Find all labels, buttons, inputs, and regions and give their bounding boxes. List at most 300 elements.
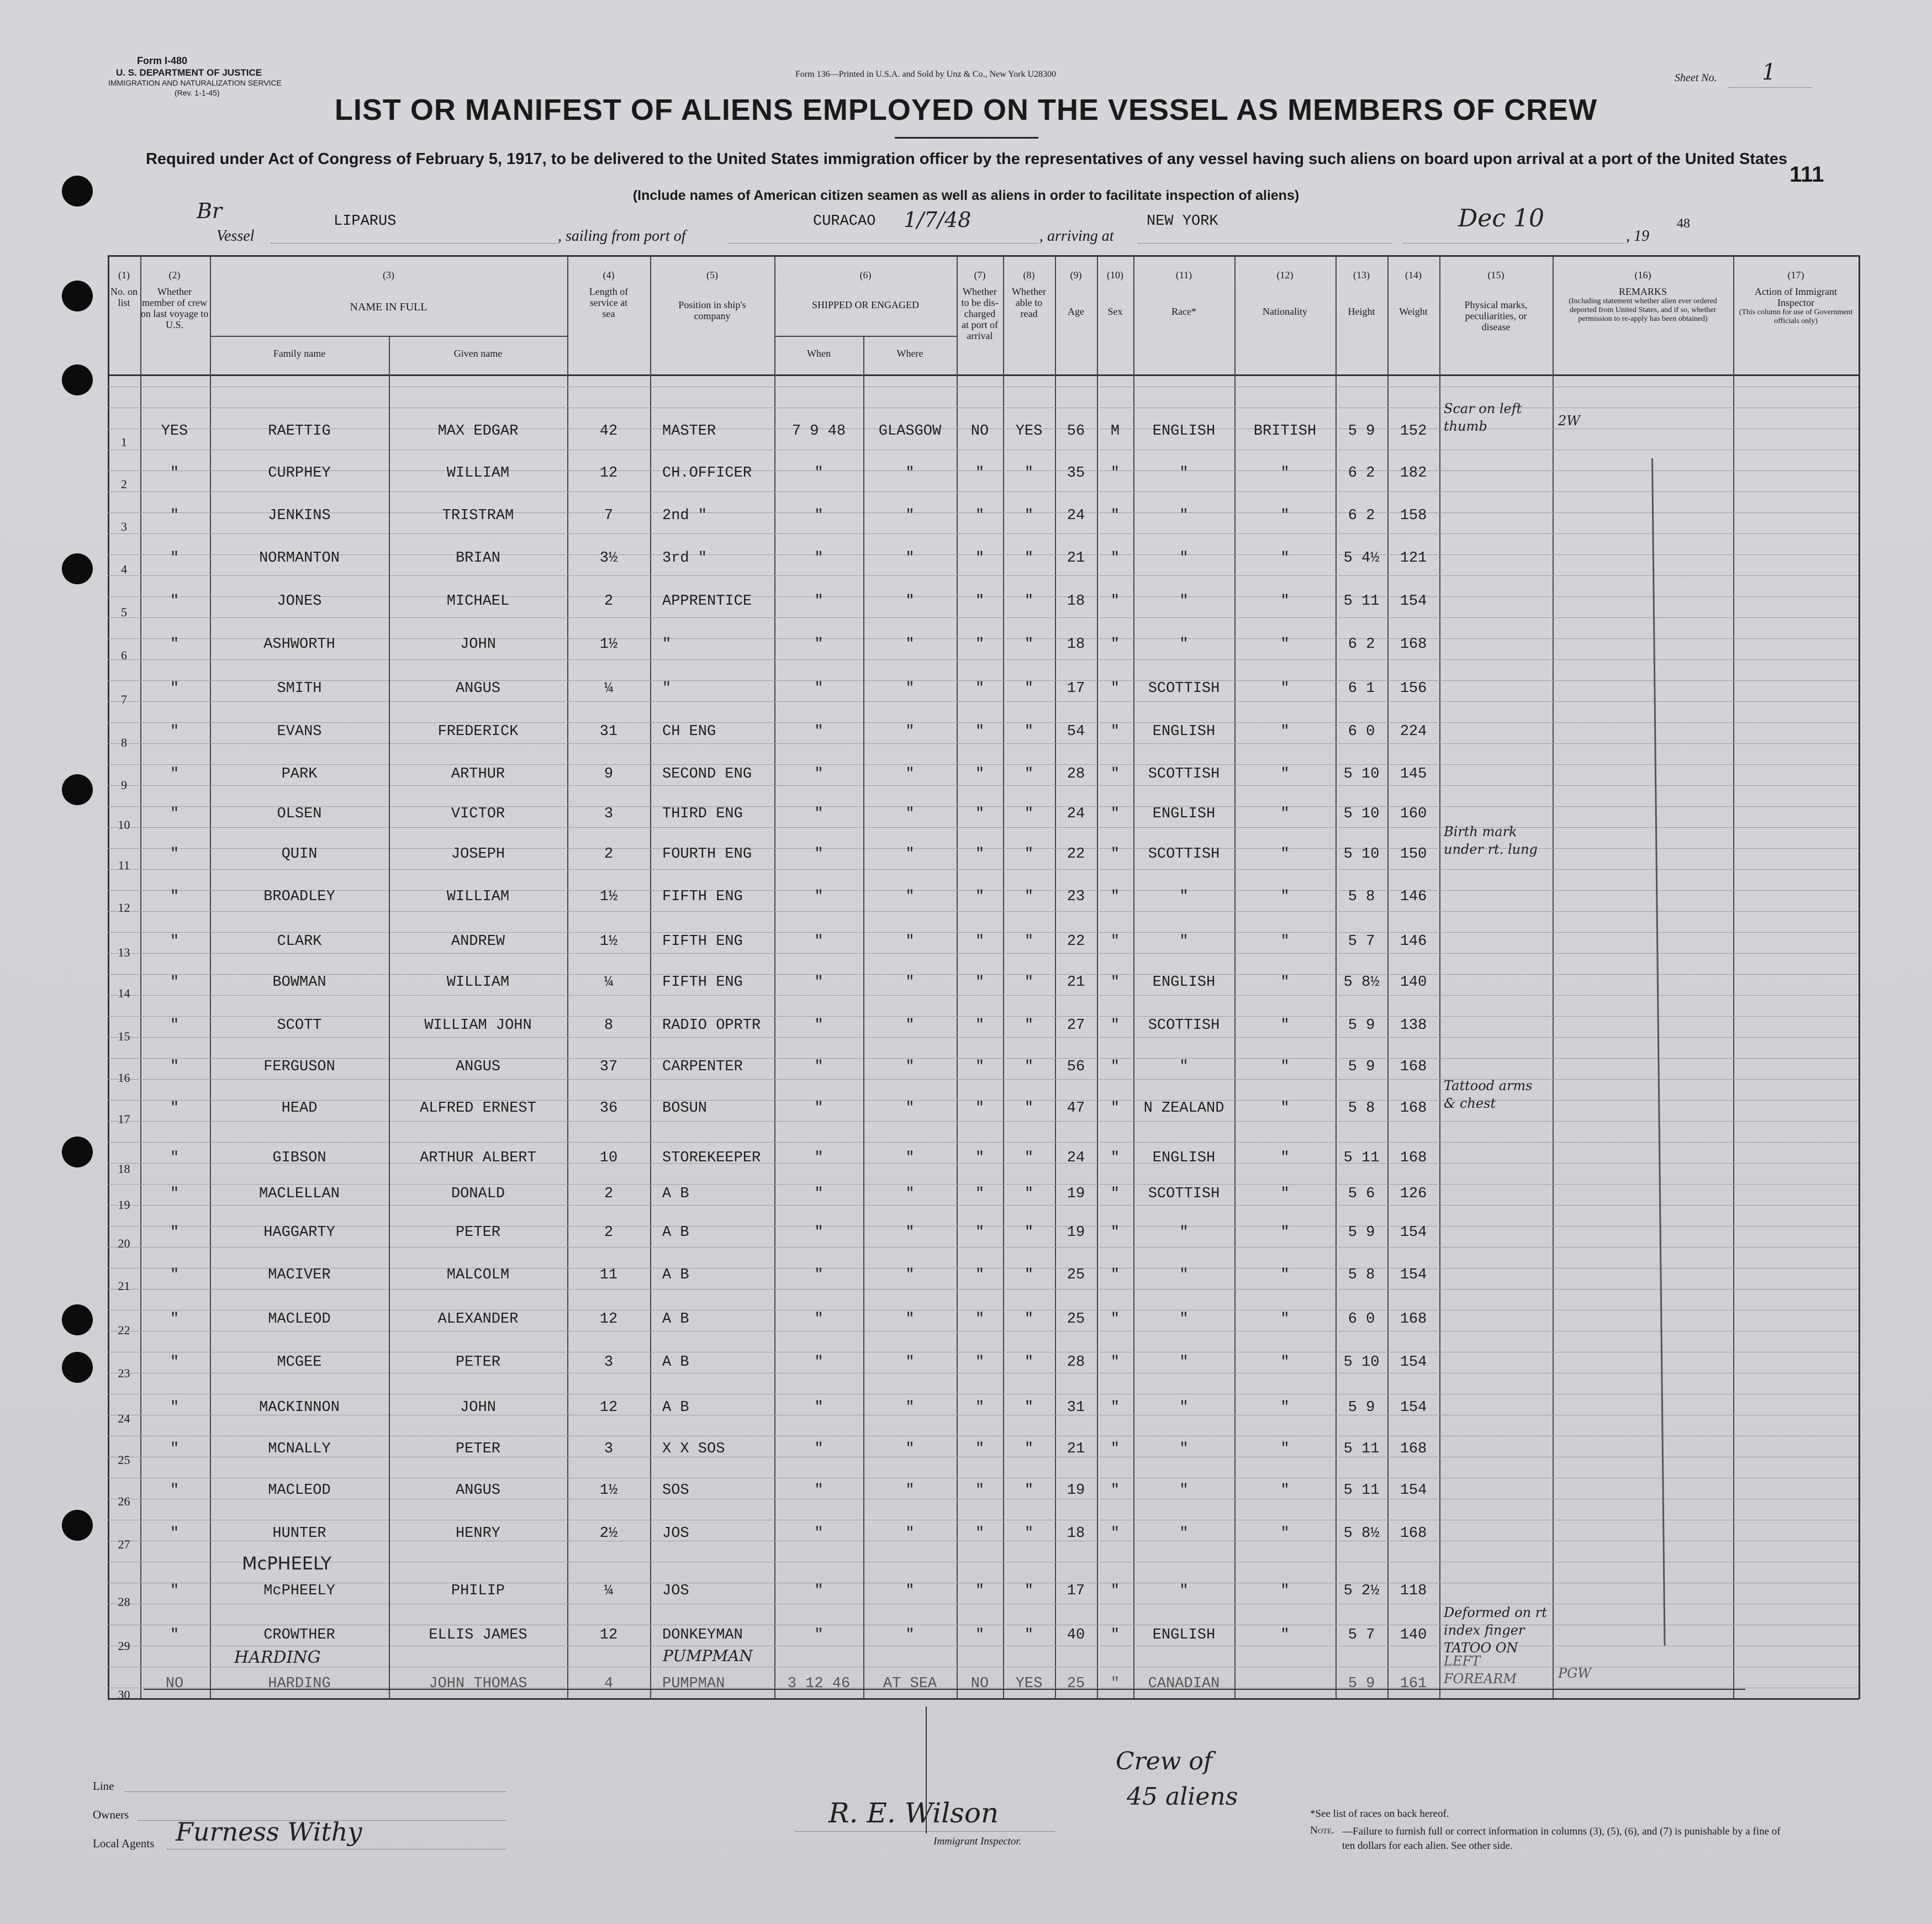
cell-no: 17 [118,1112,130,1126]
crew-note-line1: Crew of [1116,1747,1213,1775]
cell-where: " [905,974,915,991]
cell-family: QUIN [281,846,318,863]
column-rule [1553,255,1554,1698]
cell-read: " [1024,974,1034,991]
cell-last: " [170,465,180,482]
cell-no: 7 [121,693,127,706]
cell-no: 29 [118,1639,130,1653]
cell-position: JOS [662,1525,689,1542]
cell-where: " [905,508,915,524]
punch-hole [62,553,93,584]
cell-read: " [1024,846,1034,863]
cell-height: 5 11 [1343,1150,1380,1166]
cell-race: " [1179,593,1189,610]
cell-when: " [814,766,824,783]
department: U. S. DEPARTMENT OF JUSTICE [116,67,262,78]
cell-last: YES [161,423,188,440]
cell-where: GLASGOW [878,423,942,440]
cell-last: " [170,974,180,991]
cell-sex: " [1110,1150,1120,1166]
punch-hole [62,1352,93,1383]
cell-when: " [814,846,824,863]
cell-age: 22 [1067,846,1085,863]
cell-family: HARDING [268,1675,331,1692]
col13-header: (13) Height [1348,269,1375,317]
cell-disch: " [975,1017,985,1034]
cell-last: " [170,723,180,740]
table-header-rule [108,374,1859,376]
ruled-line [108,1037,1859,1038]
cell-no: 28 [118,1595,130,1609]
cell-last: " [170,1583,180,1599]
cell-nat: " [1280,1399,1290,1416]
cell-last: " [170,889,180,905]
cell-race: ENGLISH [1152,974,1216,991]
cell-age: 28 [1067,766,1085,783]
cell-sex: M [1110,423,1120,440]
cell-nat: " [1280,1482,1290,1499]
cell-sex: " [1110,766,1120,783]
cell-weight: 146 [1400,933,1427,950]
cell-race: SCOTTISH [1148,766,1220,783]
cell-when: " [814,974,824,991]
cell-race: " [1179,465,1189,482]
cell-no: 4 [121,562,127,576]
row30-strike [144,1689,1745,1690]
col4-header: (4) Length of service at sea [589,269,629,319]
cell-when: " [814,636,824,653]
cell-service: 11 [599,1267,618,1283]
cell-when: " [814,1311,824,1328]
cell-family: OLSEN [277,806,322,822]
cell-race: SCOTTISH [1148,846,1220,863]
cell-age: 21 [1067,974,1085,991]
cell-weight: 154 [1400,1399,1427,1416]
cell-race: SCOTTISH [1148,1186,1220,1202]
cell-nat: " [1280,1150,1290,1166]
cell-given: JOSEPH [451,846,505,863]
cell-where: " [905,766,915,783]
cell-when: " [814,1627,824,1643]
row28-correction: McPHEELY [242,1553,332,1574]
cell-last: " [170,680,180,697]
form-number: Form I-480 [137,55,188,66]
col12-header: (12) Nationality [1263,269,1307,317]
cell-read: " [1024,1150,1034,1166]
cell-service: 4 [604,1675,614,1692]
cell-nat: " [1280,508,1290,524]
cell-nat: " [1280,550,1290,567]
cell-height: 6 2 [1348,508,1375,524]
cell-nat: " [1280,1627,1290,1643]
cell-age: 31 [1067,1399,1085,1416]
cell-no: 21 [118,1279,130,1293]
cell-race: " [1179,636,1189,653]
cell-family: JONES [277,593,322,610]
cell-when: " [814,1583,824,1599]
cell-given: WILLIAM [446,974,510,991]
agents-signature: Furness Withy [176,1817,362,1847]
cell-race: " [1179,508,1189,524]
cell-service: 12 [599,465,618,482]
cell-race: ENGLISH [1152,806,1216,822]
cell-nat: " [1280,1100,1290,1117]
cell-marks: LEFT FOREARM [1444,1653,1517,1687]
cell-no: 26 [118,1494,130,1508]
cell-given: JOHN [460,636,496,653]
cell-no: 23 [118,1366,130,1380]
punch-hole [62,364,93,395]
cell-when: " [814,1482,824,1499]
cell-race: " [1179,1267,1189,1283]
cell-sex: " [1110,550,1120,567]
column-rule [1733,255,1734,1698]
cell-read: " [1024,1224,1034,1241]
row30-correction: HARDING [234,1648,321,1667]
sheet-underline [1729,87,1812,88]
cell-nat: " [1280,766,1290,783]
cell-when: 7 9 48 [791,423,846,440]
cell-when: " [814,1017,824,1034]
cell-no: 6 [121,648,127,662]
cell-when: " [814,1100,824,1117]
cell-read: " [1024,1525,1034,1542]
cell-read: " [1024,508,1034,524]
cell-read: " [1024,680,1034,697]
cell-service: 12 [599,1399,618,1416]
cell-read: " [1024,806,1034,822]
cell-where: " [905,1150,915,1166]
cell-last: " [170,636,180,653]
cell-race: " [1179,933,1189,950]
inspector-signature: R. E. Wilson [828,1797,999,1829]
cell-age: 24 [1067,1150,1085,1166]
cell-where: " [905,1224,915,1241]
cell-where: " [905,593,915,610]
cell-given: DONALD [451,1186,505,1202]
cell-height: 5 8½ [1343,1525,1380,1542]
ruled-line [108,701,1859,702]
cell-race: " [1179,1059,1189,1075]
cell-race: N ZEALAND [1143,1100,1224,1117]
cell-marks: Tattood arms & chest [1444,1078,1533,1111]
cell-position: X X SOS [662,1441,725,1457]
cell-family: HUNTER [272,1525,326,1542]
cell-no: 12 [118,901,130,915]
cell-when: " [814,1059,824,1075]
cell-nat: " [1280,1267,1290,1283]
cell-nat: " [1280,636,1290,653]
cell-read: " [1024,1267,1034,1283]
cell-where: " [905,723,915,740]
cell-last: NO [165,1675,184,1692]
ruled-line [108,533,1859,534]
cell-age: 18 [1067,636,1085,653]
cell-position: JOS [662,1583,689,1599]
cell-given: ANDREW [451,933,505,950]
ruled-line [108,869,1859,870]
cell-weight: 168 [1400,1525,1427,1542]
cell-disch: " [975,1482,985,1499]
cell-height: 5 9 [1348,423,1375,440]
ruled-line [108,953,1859,954]
ruled-line [108,1016,1859,1017]
cell-no: 22 [118,1323,130,1337]
table-left-rule [108,255,109,1699]
cell-position: BOSUN [662,1100,708,1117]
cell-family: SCOTT [277,1017,322,1034]
cell-position: 3rd " [662,550,708,567]
cell-when: " [814,550,824,567]
date-underline [1403,243,1624,244]
cell-service: 3 [604,1441,614,1457]
cell-read: " [1024,766,1034,783]
cell-race: " [1179,1354,1189,1371]
table-top-rule [108,255,1859,257]
cell-disch: " [975,465,985,482]
cell-age: 17 [1067,680,1085,697]
cell-age: 24 [1067,508,1085,524]
cell-no: 3 [121,520,127,533]
cell-read: " [1024,1627,1034,1643]
cell-family: McPHEELY [263,1583,335,1599]
signature-flourish [926,1706,927,1833]
cell-service: ¼ [604,1583,614,1599]
cell-no: 20 [118,1236,130,1250]
cell-position: SOS [662,1482,689,1499]
cell-disch: " [975,680,985,697]
cell-given: MALCOLM [446,1267,510,1283]
cell-no: 30 [118,1688,130,1701]
cell-sex: " [1110,1354,1120,1371]
cell-weight: 154 [1400,1354,1427,1371]
cell-weight: 182 [1400,465,1427,482]
cell-disch: " [975,593,985,610]
cell-given: ARTHUR [451,766,505,783]
ruled-line [108,911,1859,912]
cell-age: 21 [1067,1441,1085,1457]
ruled-line [108,1142,1859,1143]
cell-given: ANGUS [455,1482,500,1499]
cell-nat: " [1280,1311,1290,1328]
cell-nat: " [1280,806,1290,822]
cell-sex: " [1110,1482,1120,1499]
cell-weight: 158 [1400,508,1427,524]
cell-read: " [1024,1186,1034,1202]
cell-sex: " [1110,1017,1120,1034]
cell-read: " [1024,723,1034,740]
cell-race: " [1179,889,1189,905]
cell-when: " [814,1224,824,1241]
ruled-line [108,1079,1859,1080]
col14-header: (14) Weight [1399,269,1428,317]
cell-nat: " [1280,933,1290,950]
printer-line: Form 136—Printed in U.S.A. and Sold by Unz & Co., New York U28300 [795,70,1057,79]
cell-service: 37 [599,1059,618,1075]
cell-service: 3 [604,806,614,822]
cell-sex: " [1110,933,1120,950]
cell-height: 5 11 [1343,1482,1380,1499]
cell-given: PETER [455,1441,500,1457]
cell-no: 19 [118,1198,130,1212]
cell-weight: 156 [1400,680,1427,697]
cell-last: " [170,933,180,950]
cell-family: RAETTIG [268,423,331,440]
cell-age: 19 [1067,1224,1085,1241]
ruled-line [108,722,1859,723]
cell-when: " [814,465,824,482]
cell-given: ELLIS JAMES [429,1627,527,1643]
cell-race: " [1179,550,1189,567]
cell-disch: " [975,1059,985,1075]
cell-read: " [1024,1100,1034,1117]
cell-read: " [1024,889,1034,905]
ruled-line [108,932,1859,933]
cell-remarks: PGW [1558,1666,1591,1681]
punch-hole [62,1510,93,1541]
cell-disch: " [975,889,985,905]
punch-hole [62,1304,93,1335]
cell-last: " [170,1150,180,1166]
cell-given: JOHN [460,1399,496,1416]
cell-nat: " [1280,1017,1290,1034]
cell-given: HENRY [455,1525,500,1542]
cell-weight: 140 [1400,974,1427,991]
cell-disch: " [975,1399,985,1416]
vessel-label: Vessel [217,228,255,245]
cell-disch: " [975,1150,985,1166]
cell-last: " [170,1482,180,1499]
cell-service: 1½ [599,889,618,905]
row30-position-correction: PUMPMAN [663,1647,753,1665]
punch-hole [62,1137,93,1167]
cell-given: ALFRED ERNEST [420,1100,536,1117]
cell-height: 5 9 [1348,1675,1375,1692]
cell-service: 42 [599,423,618,440]
cell-when: " [814,1441,824,1457]
cell-position: FIFTH ENG [662,974,743,991]
shipped-subheader-rule [774,336,957,337]
cell-height: 5 11 [1343,1441,1380,1457]
cell-disch: " [975,1311,985,1328]
cell-no: 18 [118,1162,130,1176]
cell-given: ANGUS [455,680,500,697]
cell-service: 1½ [599,1482,618,1499]
cell-weight: 154 [1400,1224,1427,1241]
cell-nat: " [1280,1059,1290,1075]
cell-service: 1½ [599,636,618,653]
cell-race: ENGLISH [1152,1150,1216,1166]
cell-height: 5 10 [1343,766,1380,783]
cell-family: MCNALLY [268,1441,331,1457]
cell-family: FERGUSON [263,1059,335,1075]
cell-where: " [905,846,915,863]
cell-disch: " [975,1441,985,1457]
cell-sex: " [1110,636,1120,653]
cell-weight: 138 [1400,1017,1427,1034]
cell-where: " [905,889,915,905]
cell-family: CROWTHER [263,1627,335,1643]
cell-position: FOURTH ENG [662,846,752,863]
cell-family: MACKINNON [259,1399,340,1416]
cell-given: WILLIAM [446,465,510,482]
cell-height: 5 6 [1348,1186,1375,1202]
cell-nat: " [1280,974,1290,991]
cell-family: ASHWORTH [263,636,335,653]
cell-position: DONKEYMAN [662,1627,743,1643]
cell-disch: " [975,974,985,991]
cell-height: 5 10 [1343,846,1380,863]
cell-race: " [1179,1482,1189,1499]
revision: (Rev. 1-1-45) [175,88,220,97]
cell-where: " [905,1399,915,1416]
cell-sex: " [1110,1627,1120,1643]
cell-where: " [905,1441,915,1457]
cell-service: ¼ [604,974,614,991]
cell-last: " [170,766,180,783]
cell-race: CANADIAN [1148,1675,1220,1692]
page-title: LIST OR MANIFEST OF ALIENS EMPLOYED ON THE VESSEL AS MEMBERS OF CREW [334,93,1598,126]
cell-position: RADIO OPRTR [662,1017,761,1034]
sailing-label: , sailing from port of [558,228,686,245]
cell-family: HAGGARTY [263,1224,335,1241]
cell-disch: " [975,1267,985,1283]
cell-service: 2 [604,1186,614,1202]
cell-given: FREDERICK [437,723,519,740]
cell-disch: " [975,846,985,863]
cell-age: 47 [1067,1100,1085,1117]
cell-disch: " [975,1354,985,1371]
cell-height: 5 2½ [1343,1583,1380,1599]
cell-weight: 126 [1400,1186,1427,1202]
cell-when: " [814,1399,824,1416]
cell-sex: " [1110,680,1120,697]
cell-where: " [905,680,915,697]
cell-where: " [905,806,915,822]
cell-family: CURPHEY [268,465,331,482]
cell-position: CARPENTER [662,1059,743,1075]
col1-header: (1) No. on list [110,269,138,308]
cell-given: JOHN THOMAS [429,1675,527,1692]
cell-family: CLARK [277,933,322,950]
cell-age: 25 [1067,1311,1085,1328]
cell-no: 16 [118,1071,130,1085]
cell-given: BRIAN [455,550,500,567]
cell-remarks: 2W [1558,413,1580,429]
cell-disch: " [975,1627,985,1643]
cell-nat: " [1280,1224,1290,1241]
port-underline [729,243,1038,244]
note-text: —Failure to furnish full or correct information in columns (3), (5), (6), and (7) is punishable by a fine of ten dollars for each alien. See other side. [1342,1826,1781,1852]
cell-position: " [662,680,672,697]
cell-when: " [814,1186,824,1202]
cell-weight: 140 [1400,1627,1427,1643]
cell-last: " [170,1224,180,1241]
cell-race: ENGLISH [1152,423,1216,440]
cell-weight: 168 [1400,1150,1427,1166]
sheet-label: Sheet No. [1675,72,1717,84]
ruled-line [108,575,1859,576]
cell-height: 5 7 [1348,1627,1375,1643]
cell-age: 25 [1067,1675,1085,1692]
cell-last: " [170,1017,180,1034]
crew-note-line2: 45 aliens [1127,1783,1238,1811]
cell-no: 5 [121,605,127,619]
port-name: CURACAO [813,213,876,230]
cell-height: 5 4½ [1343,550,1380,567]
cell-where: " [905,1525,915,1542]
ruled-line [108,491,1859,492]
